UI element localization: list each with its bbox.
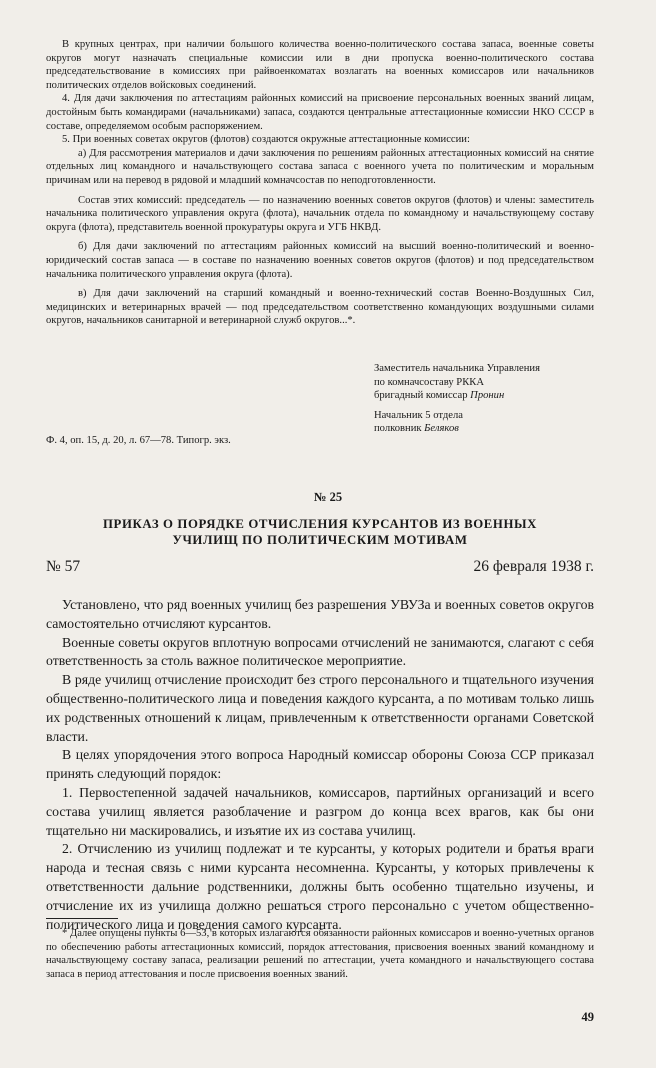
title-line: ПРИКАЗ О ПОРЯДКЕ ОТЧИСЛЕНИЯ КУРСАНТОВ ИЗ ВОЕННЫХ <box>102 517 538 531</box>
signer-name: Пронин <box>470 390 505 402</box>
signer-name: Беляков <box>424 423 459 435</box>
paragraph: б) Для дачи заключений по аттестациям районных комиссий на высший военно-политический и военно-юридический состав запаса — в составе по назначению военных советов округов (флотов) и под председательством начальника политического управления округа (флота). <box>46 241 594 280</box>
signature-line <box>374 389 594 403</box>
order-date: 26 февраля 1938 г. <box>473 558 594 575</box>
paragraph: В целях упорядочения этого вопроса Народный комиссар обороны Союза ССР приказал принять следующий порядок: <box>46 747 594 782</box>
order-number: № 57 <box>46 558 81 575</box>
document-number: № 25 <box>313 490 343 504</box>
paragraph: а) Для рассмотрения материалов и дачи заключения по решениям районных аттестационных комиссий на снятие отдельных лиц командного и начальствующего состава запаса с военного учета по политическим и моральным причинам или на перевод в рядовой и младший комначсостав по неподготовленности. <box>46 147 594 186</box>
signature-line <box>374 422 594 436</box>
footnote <box>46 927 594 981</box>
footnote-text: * Далее опущены пункты 6—53, в которых излагаются обязанности районных комиссаров и военно-учетных органов по обеспечению работы аттестационных комиссий, порядок аттестования, присвоения военных званий командному и начальствующему составу запаса, реализации решений по аттестации, учета командного и начальствующего состава запаса в период аттестования и после присвоения военных званий. <box>46 928 594 980</box>
signature-block <box>374 362 594 436</box>
archive-reference: Ф. 4, оп. 15, д. 20, л. 67—78. Типогр. экз. <box>46 435 231 446</box>
signature-line: Заместитель начальника Управления <box>374 363 540 374</box>
paragraph: В ряде училищ отчисление происходит без строго персонального и тщательного изучения общественно-политического лица и поведения каждого курсанта, а по мотивам только лишь их родственных отношений к лицам, привлеченным к ответственности органами Советской власти. <box>46 672 594 744</box>
paragraph: Установлено, что ряд военных училищ без разрешения УВУЗа и военных советов округов самостоятельно отчисляют курсантов. <box>46 597 594 631</box>
paragraph: Состав этих комиссий: председатель — по назначению военных советов округов (флотов) и члены: заместитель начальника политического управления округа (флота), начальник отдела по командному и начальствующему составу округа (флота), представитель военной прокуратуры округа и УГБ НКВД. <box>46 194 594 233</box>
order-body <box>46 596 594 934</box>
paragraph: 1. Первостепенной задачей начальников, комиссаров, партийных организаций и всего состава училищ является разоблачение и разгром до конца всех врагов, как бы они тщательно ни маскировались, и изъятие их из состава училищ. <box>46 784 594 838</box>
paragraph: 2. Отчислению из училищ подлежат и те курсанты, у которых родители и братья враги народа и тесная связь с ними курсанта несомненна. Курсанты, у которых привлечены к ответственности дальние родственники, должны быть особенно тщательно изучены, и отчисление их из училища должно решаться строго персонально с учетом общественно-политического лица и поведения самого курсанта. <box>46 841 594 932</box>
paragraph: 4. Для дачи заключения по аттестациям районных комиссий на присвоение персональных военных званий лицам, достойным быть командирами (начальниками) запаса, создаются центральные аттестационные комиссии НКО СССР в составе, определяемом особым распоряжением. <box>46 93 594 132</box>
paragraph: В крупных центрах, при наличии большого количества военно-политического состава запаса, военные советы округов могут назначать специальные комиссии или в дни пропуска военно-политического состава председательствование в комиссиях при райвоенкоматах возлагать на военных комиссаров или начальников политических отделов войсковых соединений. <box>46 39 594 91</box>
signer-rank: бригадный комиссар <box>374 390 468 402</box>
order-header <box>46 558 594 580</box>
continued-order-text <box>46 38 594 328</box>
signature-line: по комначсоставу РККА <box>374 376 484 388</box>
paragraph: Военные советы округов вплотную вопросами отчислений не занимаются, слагают с себя ответственность за столь важное политическое мероприятие. <box>46 634 594 669</box>
signature-line: Начальник 5 отдела <box>374 409 463 421</box>
page-number: 49 <box>581 1010 594 1024</box>
document-title <box>46 516 594 548</box>
paragraph: в) Для дачи заключений на старший командный и военно-технический состав Военно-Воздушных Сил, медицинских и ветеринарных врачей — под председательством соответственно командующих воздушными силами округов, начальников санитарной и ветеринарной служб округов...*. <box>46 288 594 327</box>
paragraph: 5. При военных советах округов (флотов) создаются окружные аттестационные комиссии: <box>62 134 470 146</box>
footnote-divider <box>46 918 118 919</box>
title-line: УЧИЛИЩ ПО ПОЛИТИЧЕСКИМ МОТИВАМ <box>172 533 468 547</box>
signer-rank: полковник <box>374 423 422 435</box>
